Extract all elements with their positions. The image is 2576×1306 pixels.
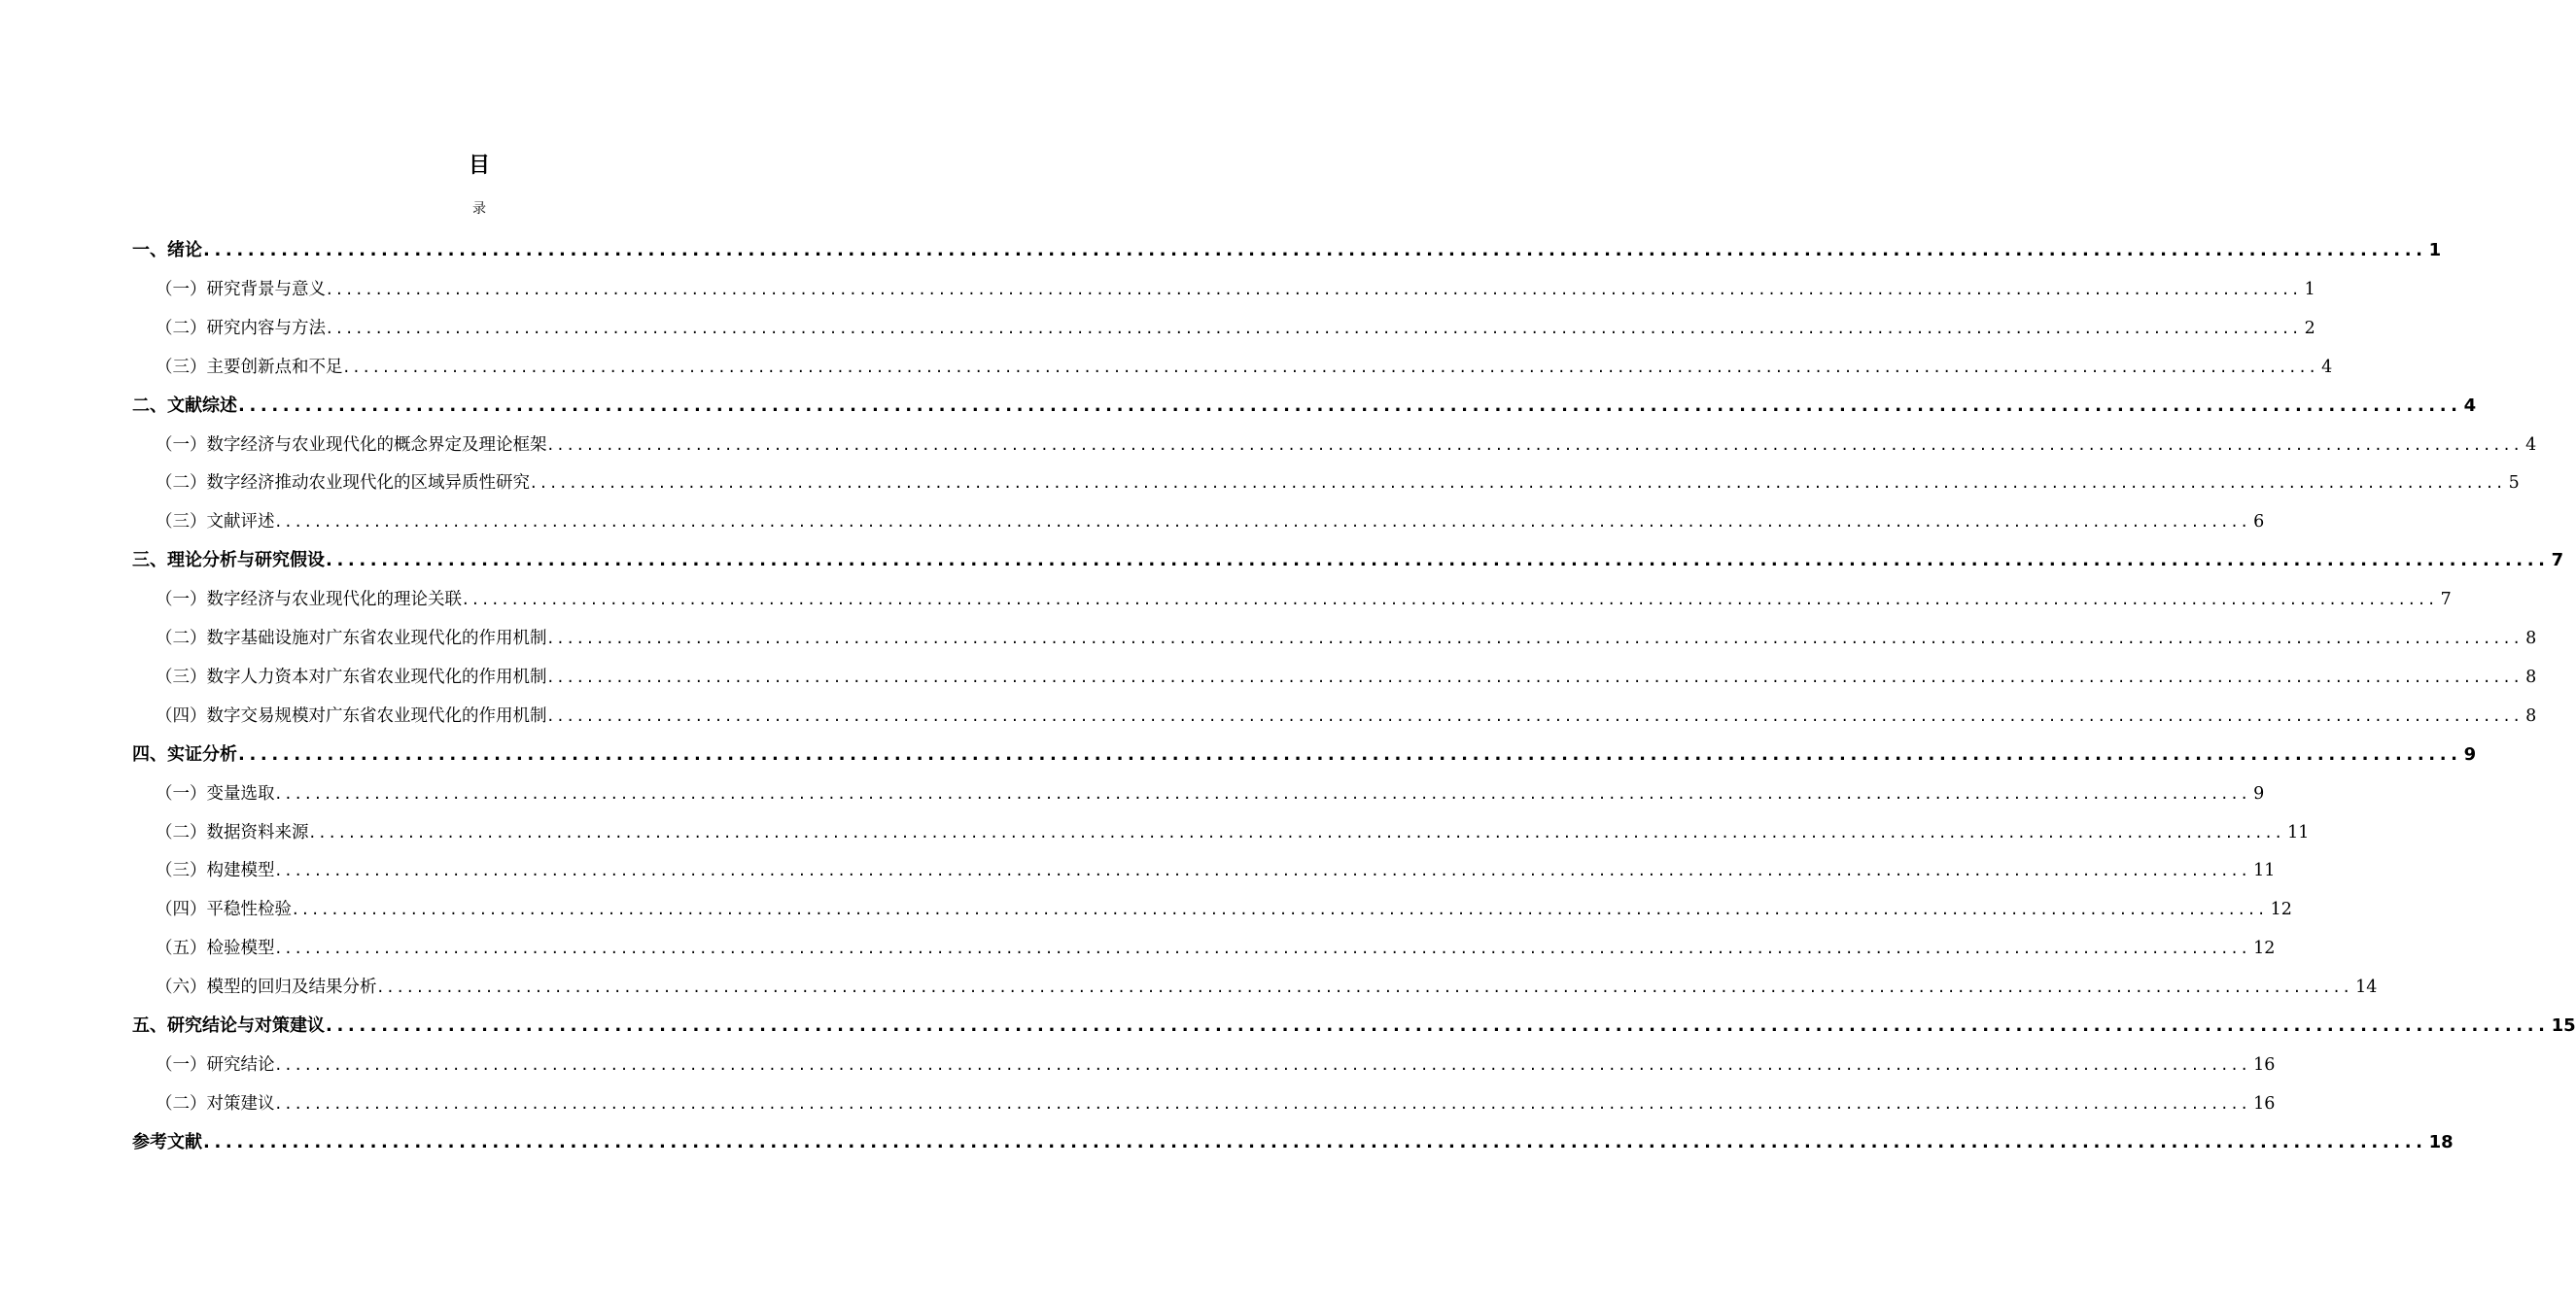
toc-page-number: 4	[2321, 358, 2333, 377]
toc-title: 目	[468, 154, 490, 178]
toc-entry-label: （三）数字人力资本对广东省农业现代化的作用机制	[156, 668, 547, 687]
toc-dot-leader: ........................................................................................................................................................................................................	[547, 629, 2524, 648]
toc-dot-leader: ........................................................................................................................................................................................................	[327, 319, 2303, 338]
toc-entry-label: （二）数字基础设施对广东省农业现代化的作用机制	[156, 629, 547, 648]
toc-section-entry[interactable]	[156, 587, 2452, 612]
toc-dot-leader: ........................................................................................................................................................................................................	[275, 939, 2252, 958]
toc-page-number: 9	[2253, 784, 2265, 804]
toc-entry-label: （二）研究内容与方法	[156, 319, 326, 338]
toc-entry-label: （一）数字经济与农业现代化的概念界定及理论框架	[156, 435, 547, 455]
toc-page-number: 4	[2525, 435, 2537, 455]
toc-entry-label: 四、实证分析	[132, 744, 237, 765]
toc-page-number: 11	[2253, 861, 2276, 880]
toc-dot-leader: ........................................................................................................................................................................................................	[547, 435, 2524, 455]
toc-entry-label: （六）模型的回归及结果分析	[156, 978, 377, 997]
toc-entry-label: （一）变量选取	[156, 784, 275, 804]
toc-page-number: 7	[2440, 590, 2452, 609]
toc-dot-leader: ........................................................................................................................................................................................................	[275, 861, 2252, 880]
toc-page-number: 18	[2428, 1132, 2454, 1152]
toc-entry-label: （四）数字交易规模对广东省农业现代化的作用机制	[156, 706, 547, 726]
toc-entry-label: （二）对策建议	[156, 1094, 275, 1114]
toc-section-entry[interactable]	[156, 897, 2292, 922]
toc-page-number: 16	[2253, 1094, 2276, 1114]
toc-page-number: 1	[2304, 280, 2315, 299]
toc-dot-leader: ........................................................................................................................................................................................................	[343, 358, 2320, 377]
toc-chapter-entry[interactable]	[132, 394, 2477, 419]
toc-page-number: 2	[2304, 319, 2315, 338]
toc-section-entry[interactable]	[156, 704, 2537, 729]
toc-entry-label: 三、理论分析与研究假设	[132, 550, 325, 570]
toc-entry-label: （一）数字经济与农业现代化的理论关联	[156, 590, 462, 609]
toc-section-entry[interactable]	[156, 858, 2276, 883]
toc-page-number: 5	[2508, 473, 2520, 493]
toc-chapter-entry[interactable]	[132, 1130, 2454, 1155]
toc-chapter-entry[interactable]	[132, 1014, 2576, 1039]
toc-dot-leader: ........................................................................................................................................................................................................	[547, 706, 2524, 726]
toc-dot-leader: ........................................................................................................................................................................................................	[309, 823, 2286, 842]
toc-dot-leader: ........................................................................................................................................................................................................	[203, 1132, 2427, 1152]
toc-entry-label: （三）文献评述	[156, 512, 275, 532]
toc-entry-label: （一）研究结论	[156, 1055, 275, 1075]
toc-section-entry[interactable]	[156, 470, 2520, 496]
toc-section-entry[interactable]	[156, 781, 2265, 807]
toc-page-number: 16	[2253, 1055, 2276, 1075]
toc-chapter-entry[interactable]	[132, 742, 2477, 768]
toc-dot-leader: ........................................................................................................................................................................................................	[377, 978, 2354, 997]
toc-page-number: 4	[2463, 395, 2477, 416]
toc-page-number: 12	[2270, 900, 2292, 919]
toc-section-entry[interactable]	[156, 1091, 2276, 1117]
toc-dot-leader: ........................................................................................................................................................................................................	[293, 900, 2269, 919]
toc-section-entry[interactable]	[156, 509, 2265, 534]
toc-page-number: 8	[2525, 706, 2537, 726]
toc-entry-label: （二）数字经济推动农业现代化的区域异质性研究	[156, 473, 530, 493]
toc-section-entry[interactable]	[156, 936, 2276, 961]
toc-chapter-entry[interactable]	[132, 548, 2564, 573]
toc-dot-leader: ........................................................................................................................................................................................................	[531, 473, 2507, 493]
toc-dot-leader: ........................................................................................................................................................................................................	[326, 1015, 2550, 1036]
toc-page-number: 12	[2253, 939, 2276, 958]
toc-entry-label: （三）构建模型	[156, 861, 275, 880]
toc-section-entry[interactable]	[156, 665, 2537, 690]
toc-dot-leader: ........................................................................................................................................................................................................	[275, 784, 2252, 804]
toc-dot-leader: ........................................................................................................................................................................................................	[463, 590, 2439, 609]
toc-dot-leader: ........................................................................................................................................................................................................	[327, 280, 2303, 299]
toc-page-number: 6	[2253, 512, 2265, 532]
toc-dot-leader: ........................................................................................................................................................................................................	[547, 668, 2524, 687]
toc-dot-leader: ........................................................................................................................................................................................................	[275, 1094, 2252, 1114]
toc-section-entry[interactable]	[156, 277, 2315, 302]
toc-section-entry[interactable]	[156, 355, 2333, 380]
toc-page-number: 1	[2428, 240, 2442, 260]
toc-entry-label: （二）数据资料来源	[156, 823, 309, 842]
toc-entry-label: （一）研究背景与意义	[156, 280, 326, 299]
toc-section-entry[interactable]	[156, 432, 2537, 458]
toc-page-number: 7	[2551, 550, 2564, 570]
toc-dot-leader: ........................................................................................................................................................................................................	[238, 395, 2462, 416]
toc-dot-leader: ........................................................................................................................................................................................................	[238, 744, 2462, 765]
toc-dot-leader: ........................................................................................................................................................................................................	[275, 512, 2252, 532]
toc-page-number: 9	[2463, 744, 2477, 765]
toc-entry-label: （四）平稳性检验	[156, 900, 292, 919]
toc-dot-leader: ........................................................................................................................................................................................................	[203, 240, 2427, 260]
toc-page-number: 11	[2287, 823, 2310, 842]
toc-entry-label: 二、文献综述	[132, 395, 237, 416]
toc-section-entry[interactable]	[156, 1052, 2276, 1078]
toc-page-number: 14	[2355, 978, 2378, 997]
toc-entry-label: 五、研究结论与对策建议	[132, 1015, 325, 1036]
toc-section-entry[interactable]	[156, 316, 2315, 341]
toc-entry-label: 一、绪论	[132, 240, 202, 260]
toc-dot-leader: ........................................................................................................................................................................................................	[275, 1055, 2252, 1075]
toc-dot-leader: ........................................................................................................................................................................................................	[326, 550, 2550, 570]
toc-page-number: 8	[2525, 629, 2537, 648]
toc-section-entry[interactable]	[156, 975, 2378, 1000]
toc-section-entry[interactable]	[156, 820, 2310, 845]
toc-section-entry[interactable]	[156, 626, 2537, 651]
toc-page-number: 8	[2525, 668, 2537, 687]
toc-chapter-entry[interactable]	[132, 238, 2442, 263]
toc-entry-label: （三）主要创新点和不足	[156, 358, 343, 377]
toc-page-number: 15	[2551, 1015, 2576, 1036]
toc-entry-label: （五）检验模型	[156, 939, 275, 958]
toc-title-continuation: 录	[472, 201, 486, 217]
toc-entry-label: 参考文献	[132, 1132, 202, 1152]
